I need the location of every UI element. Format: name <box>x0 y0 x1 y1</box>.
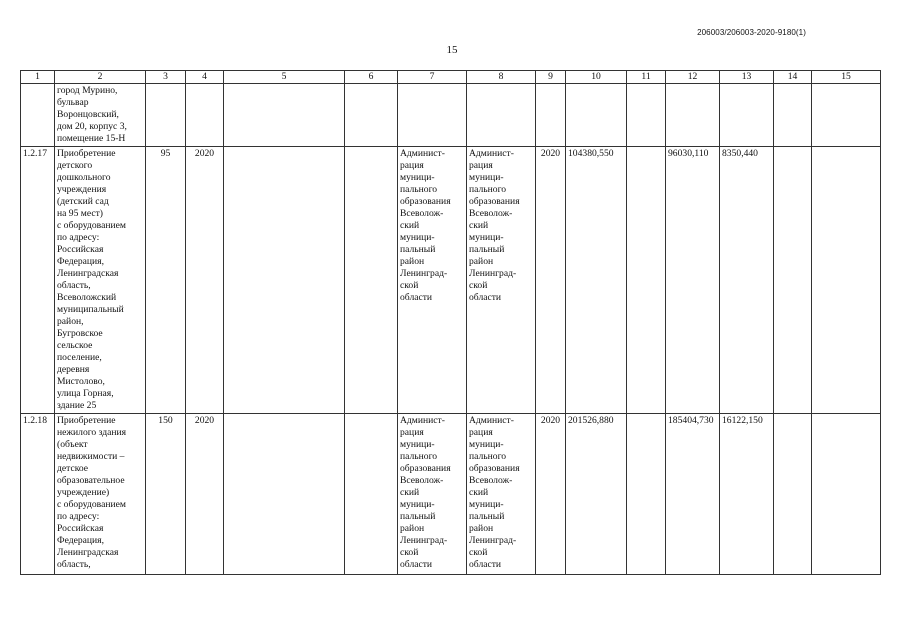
column-11-cell <box>627 414 666 575</box>
column-6-cell <box>345 147 398 414</box>
page-number: 15 <box>446 44 458 56</box>
column-header-11: 11 <box>627 71 666 84</box>
column-12-amount-cell: 185404,730 <box>666 414 720 575</box>
column-header-6: 6 <box>345 71 398 84</box>
column-header-12: 12 <box>666 71 720 84</box>
column-header-10: 10 <box>566 71 627 84</box>
column-header-2: 2 <box>55 71 146 84</box>
customer-cell <box>467 84 536 147</box>
column-5-cell <box>224 414 345 575</box>
administrator-cell <box>398 84 467 147</box>
row-code-cell: 1.2.17 <box>21 147 55 414</box>
column-number-row <box>21 71 881 84</box>
completion-year-cell <box>536 84 566 147</box>
customer-cell: Админист- рация муници- пального образования Всеволож- ский муници- пальный район Ленинград- ской области <box>467 414 536 575</box>
administrator-cell: Админист- рация муници- пального образования Всеволож- ский муници- пальный район Ленинград- ской области <box>398 147 467 414</box>
table-row <box>21 414 881 575</box>
column-12-amount-cell: 96030,110 <box>666 147 720 414</box>
row-code-cell <box>21 84 55 147</box>
total-amount-cell: 201526,880 <box>566 414 627 575</box>
column-13-amount-cell: 8350,440 <box>720 147 774 414</box>
column-11-cell <box>627 147 666 414</box>
column-14-cell <box>774 414 812 575</box>
completion-year-cell: 2020 <box>536 147 566 414</box>
capacity-cell: 150 <box>146 414 186 575</box>
column-14-cell <box>774 84 812 147</box>
data-table <box>20 70 881 575</box>
table-row <box>21 84 881 147</box>
column-header-14: 14 <box>774 71 812 84</box>
completion-year-cell: 2020 <box>536 414 566 575</box>
column-header-4: 4 <box>186 71 224 84</box>
column-5-cell <box>224 84 345 147</box>
table-row <box>21 147 881 414</box>
object-description-cell: Приобретение нежилого здания (объект недвижимости – детское образовательное учреждение) с оборудованием по адресу: Российская Федерация, Ленинградская область, <box>55 414 146 575</box>
column-15-cell <box>812 147 881 414</box>
column-6-cell <box>345 414 398 575</box>
column-5-cell <box>224 147 345 414</box>
column-13-amount-cell: 16122,150 <box>720 414 774 575</box>
year-cell: 2020 <box>186 147 224 414</box>
column-header-7: 7 <box>398 71 467 84</box>
object-description-cell: Приобретение детского дошкольного учреждения (детский сад на 95 мест) с оборудованием по адресу: Российская Федерация, Ленинградская область, Всеволожский муниципальный район, Бугровское сельское поселение, деревня Мистолово, улица Горная, здание 25 <box>55 147 146 414</box>
column-header-15: 15 <box>812 71 881 84</box>
document-id: 206003/206003-2020-9180(1) <box>697 28 806 37</box>
column-header-9: 9 <box>536 71 566 84</box>
column-6-cell <box>345 84 398 147</box>
column-header-3: 3 <box>146 71 186 84</box>
total-amount-cell <box>566 84 627 147</box>
column-12-amount-cell <box>666 84 720 147</box>
object-description-cell: город Мурино, бульвар Воронцовский, дом 20, корпус 3, помещение 15-Н <box>55 84 146 147</box>
capacity-cell <box>146 84 186 147</box>
administrator-cell: Админист- рация муници- пального образования Всеволож- ский муници- пальный район Ленинград- ской области <box>398 414 467 575</box>
column-13-amount-cell <box>720 84 774 147</box>
year-cell <box>186 84 224 147</box>
column-11-cell <box>627 84 666 147</box>
column-header-8: 8 <box>467 71 536 84</box>
column-14-cell <box>774 147 812 414</box>
total-amount-cell: 104380,550 <box>566 147 627 414</box>
customer-cell: Админист- рация муници- пального образования Всеволож- ский муници- пальный район Ленинград- ской области <box>467 147 536 414</box>
column-header-1: 1 <box>21 71 55 84</box>
column-15-cell <box>812 414 881 575</box>
column-15-cell <box>812 84 881 147</box>
column-header-13: 13 <box>720 71 774 84</box>
capacity-cell: 95 <box>146 147 186 414</box>
year-cell: 2020 <box>186 414 224 575</box>
column-header-5: 5 <box>224 71 345 84</box>
row-code-cell: 1.2.18 <box>21 414 55 575</box>
